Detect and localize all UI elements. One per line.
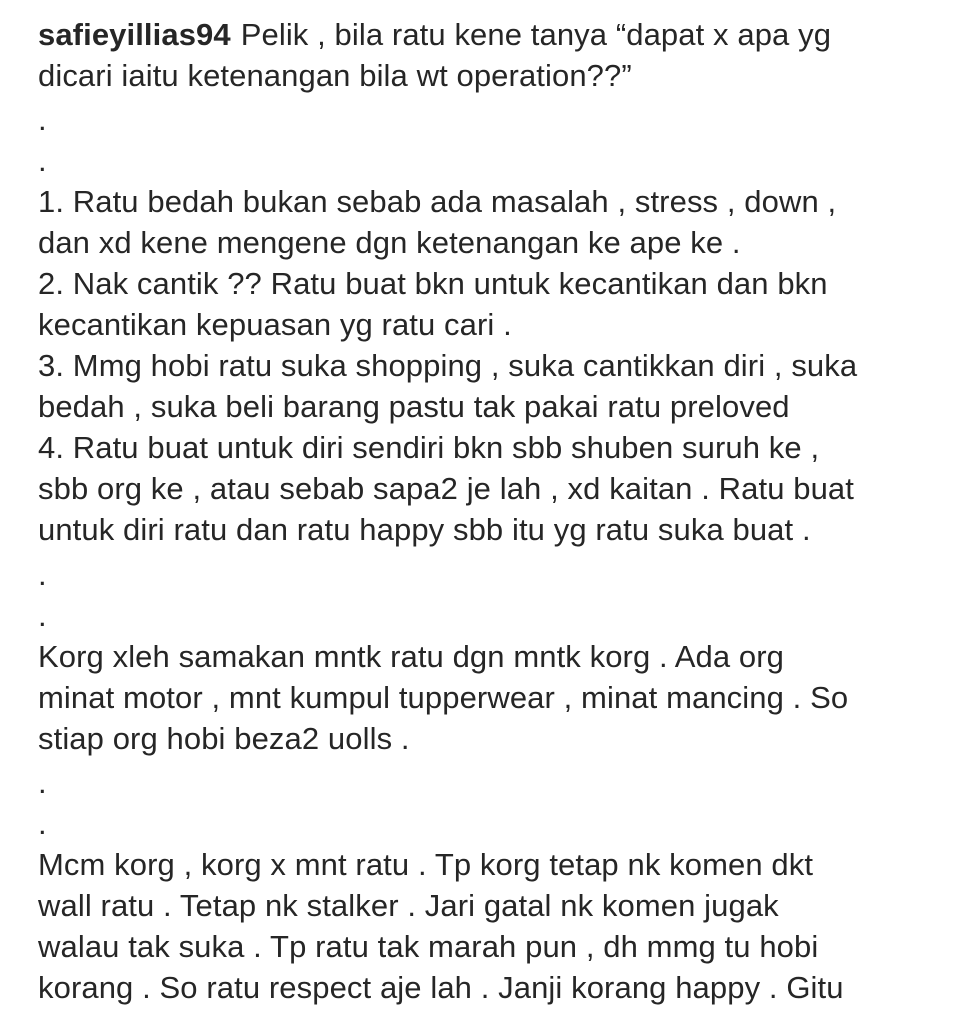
caption-line-4: . (38, 143, 47, 178)
caption-line-13: untuk diri ratu dan ratu happy sbb itu yg ratu suka buat . (38, 512, 811, 547)
caption-line-9: 3. Mmg hobi ratu suka shopping , suka cantikkan diri , suka (38, 348, 858, 383)
caption-line-3: . (38, 102, 47, 137)
caption-line-21: Mcm korg , korg x mnt ratu . Tp korg tetap nk komen dkt (38, 847, 814, 882)
caption-line-10: bedah , suka beli barang pastu tak pakai ratu preloved (38, 389, 790, 424)
caption-line-18: stiap org hobi beza2 uolls . (38, 721, 410, 756)
caption-line-1 (38, 14, 831, 55)
caption-line-2: dicari iaitu ketenangan bila wt operation??” (38, 58, 632, 93)
username-link[interactable]: safieyillias94 (38, 17, 231, 52)
caption-line-15: . (38, 598, 47, 633)
caption-line-8: kecantikan kepuasan yg ratu cari . (38, 307, 512, 342)
caption-line-5: 1. Ratu bedah bukan sebab ada masalah , stress , down , (38, 184, 837, 219)
caption-line-22: wall ratu . Tetap nk stalker . Jari gatal nk komen jugak (38, 888, 779, 923)
caption-line-17: minat motor , mnt kumpul tupperwear , minat mancing . So (38, 680, 849, 715)
caption-line-19: . (38, 765, 47, 800)
caption-line-24: korang . So ratu respect aje lah . Janji korang happy . Gitu (38, 970, 844, 1005)
caption-text: Pelik , bila ratu kene tanya “dapat x apa yg (240, 17, 832, 52)
caption-line-7: 2. Nak cantik ?? Ratu buat bkn untuk kecantikan dan bkn (38, 266, 828, 301)
caption-line-23: walau tak suka . Tp ratu tak marah pun , dh mmg tu hobi (38, 929, 819, 964)
caption-line-12: sbb org ke , atau sebab sapa2 je lah , xd kaitan . Ratu buat (38, 471, 854, 506)
caption-line-11: 4. Ratu buat untuk diri sendiri bkn sbb shuben suruh ke , (38, 430, 820, 465)
caption-line-14: . (38, 557, 47, 592)
caption-line-16: Korg xleh samakan mntk ratu dgn mntk korg . Ada org (38, 639, 785, 674)
caption-line-6: dan xd kene mengene dgn ketenangan ke ape ke . (38, 225, 741, 260)
caption-line-20: . (38, 806, 47, 841)
